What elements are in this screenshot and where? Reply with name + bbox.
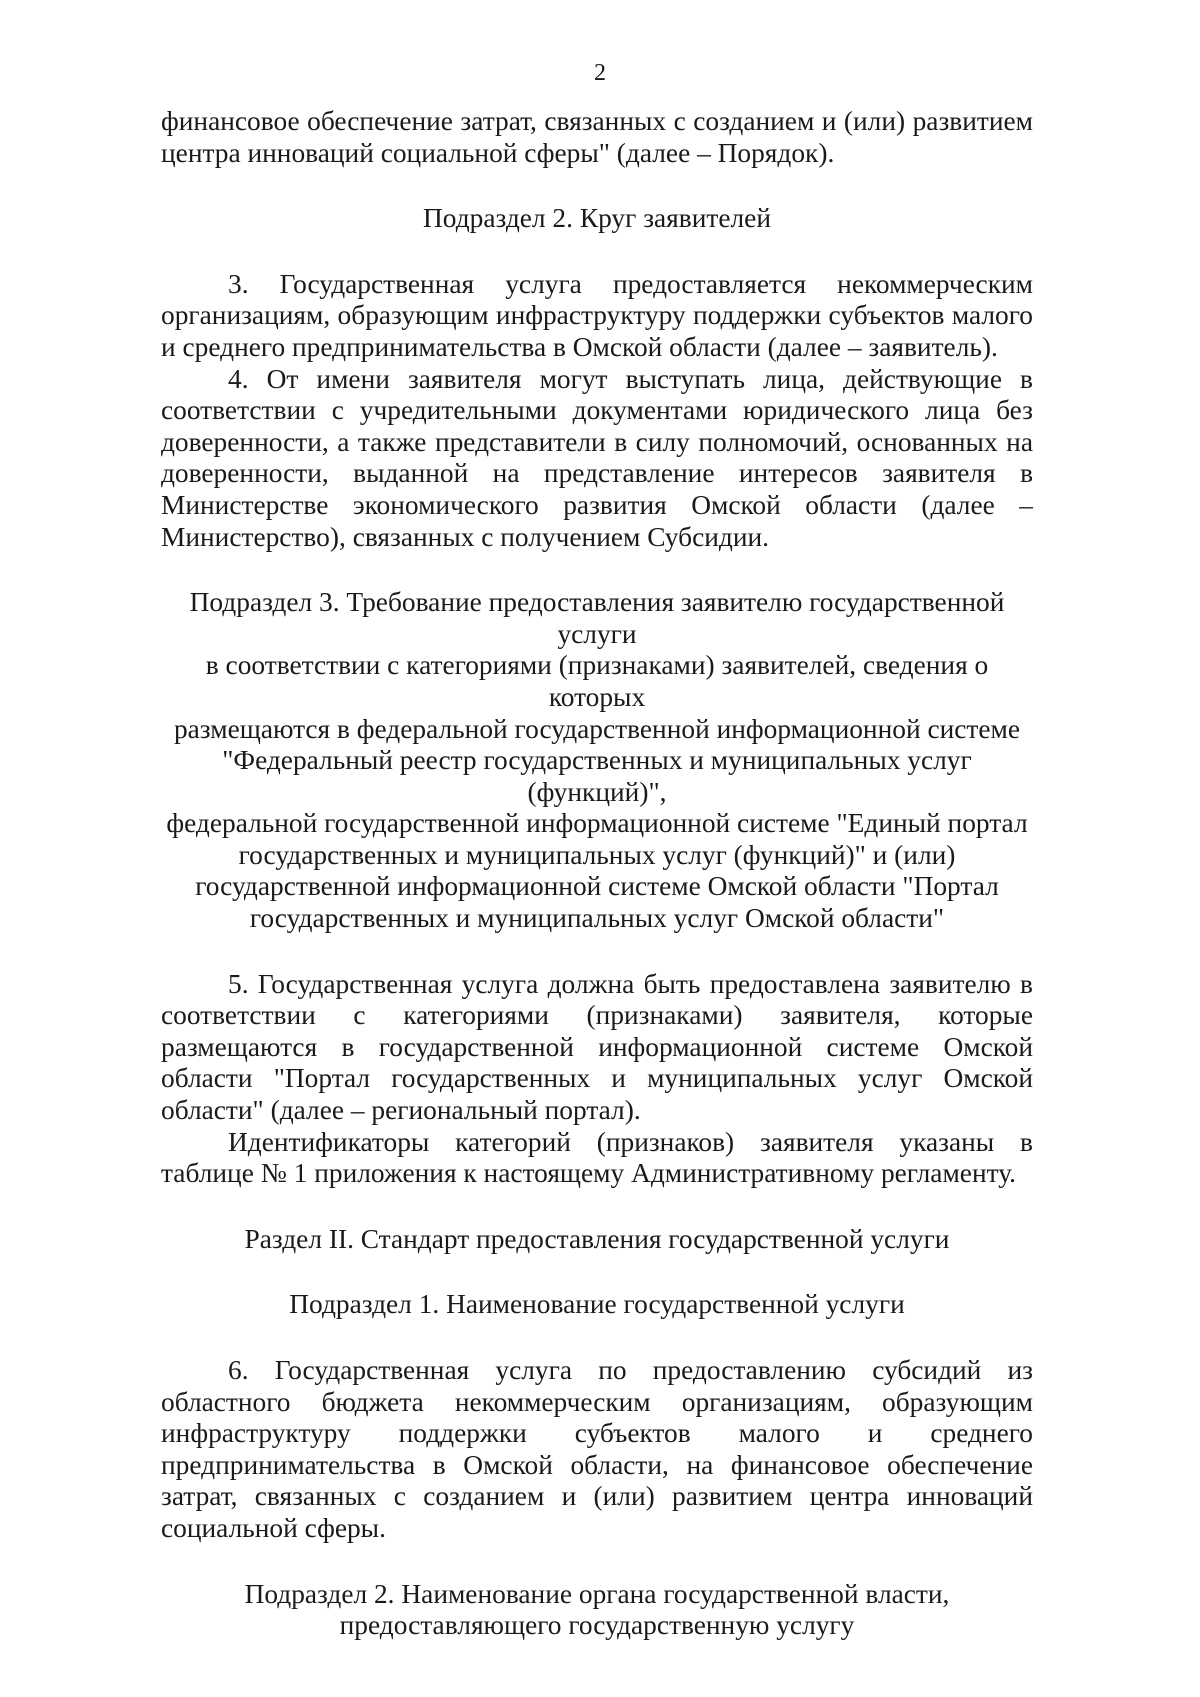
subsection-heading-requirements bbox=[161, 587, 1033, 935]
spacer bbox=[161, 1190, 1033, 1224]
paragraph-6: 6. Государственная услуга по предоставлению субсидий из областного бюджета некоммерческим организациям, образующим инфраструктуру поддержки субъектов малого и среднего предпринимательства в Омской области, на финансовое обеспечение затрат, связанных с созданием и (или) развитием центра инноваций социальной сферы. bbox=[161, 1355, 1033, 1543]
subsection-heading-applicants: Подраздел 2. Круг заявителей bbox=[423, 203, 771, 234]
paragraph-3: 3. Государственная услуга предоставляется некоммерческим организациям, образующим инфраструктуру поддержки субъектов малого и среднего предпринимательства в Омской области (далее – заявитель). bbox=[161, 268, 1033, 362]
heading-line: Подраздел 3. Требование предоставления заявителю государственной услуги bbox=[189, 587, 1005, 649]
document-body bbox=[161, 106, 1033, 1642]
heading-line: государственных и муниципальных услуг (функций)" и (или) bbox=[238, 839, 956, 870]
spacer bbox=[161, 169, 1033, 203]
heading-line: государственной информационной системе Омской области "Портал bbox=[195, 871, 999, 902]
spacer bbox=[161, 1255, 1033, 1289]
subsection-heading-service-name: Подраздел 1. Наименование государственной услуги bbox=[289, 1289, 905, 1320]
heading-line: федеральной государственной информационной системе "Единый портал bbox=[166, 808, 1028, 839]
heading-line: в соответствии с категориями (признаками) заявителей, сведения о которых bbox=[205, 650, 989, 712]
subsection-heading-authority bbox=[161, 1579, 1033, 1642]
spacer bbox=[161, 1321, 1033, 1355]
heading-line: государственных и муниципальных услуг Омской области" bbox=[249, 903, 945, 934]
spacer bbox=[161, 553, 1033, 587]
spacer bbox=[161, 1545, 1033, 1579]
paragraph-5: 5. Государственная услуга должна быть предоставлена заявителю в соответствии с категориями (признаками) заявителя, которые размещаются в государственной информационной системе Омской области "Портал государственных и муниципальных услуг Омской области" (далее – региональный портал). bbox=[161, 968, 1033, 1126]
heading-line: Подраздел 2. Наименование органа государственной власти, bbox=[244, 1578, 950, 1609]
heading-line: предоставляющего государственную услугу bbox=[339, 1610, 855, 1641]
heading-line: "Федеральный реестр государственных и муниципальных услуг (функций)", bbox=[222, 745, 972, 807]
heading-line: размещаются в федеральной государственной информационной системе bbox=[173, 713, 1021, 744]
paragraph-identifiers: Идентификаторы категорий (признаков) заявителя указаны в таблице № 1 приложения к настоящему Административному регламенту. bbox=[161, 1126, 1033, 1189]
page-number: 2 bbox=[594, 60, 606, 86]
spacer bbox=[161, 935, 1033, 969]
section-heading-standard: Раздел II. Стандарт предоставления государственной услуги bbox=[244, 1223, 950, 1254]
paragraph-4: 4. От имени заявителя могут выступать лица, действующие в соответствии с учредительными документами юридического лица без доверенности, а также представители в силу полномочий, основанных на доверенности, выданной на представление интересов заявителя в Министерстве экономического развития Омской области (далее – Министерство), связанных с получением Субсидии. bbox=[161, 363, 1033, 552]
spacer bbox=[161, 235, 1033, 269]
intro-paragraph: финансовое обеспечение затрат, связанных с созданием и (или) развитием центра инноваций социальной сферы" (далее – Порядок). bbox=[161, 106, 1033, 168]
